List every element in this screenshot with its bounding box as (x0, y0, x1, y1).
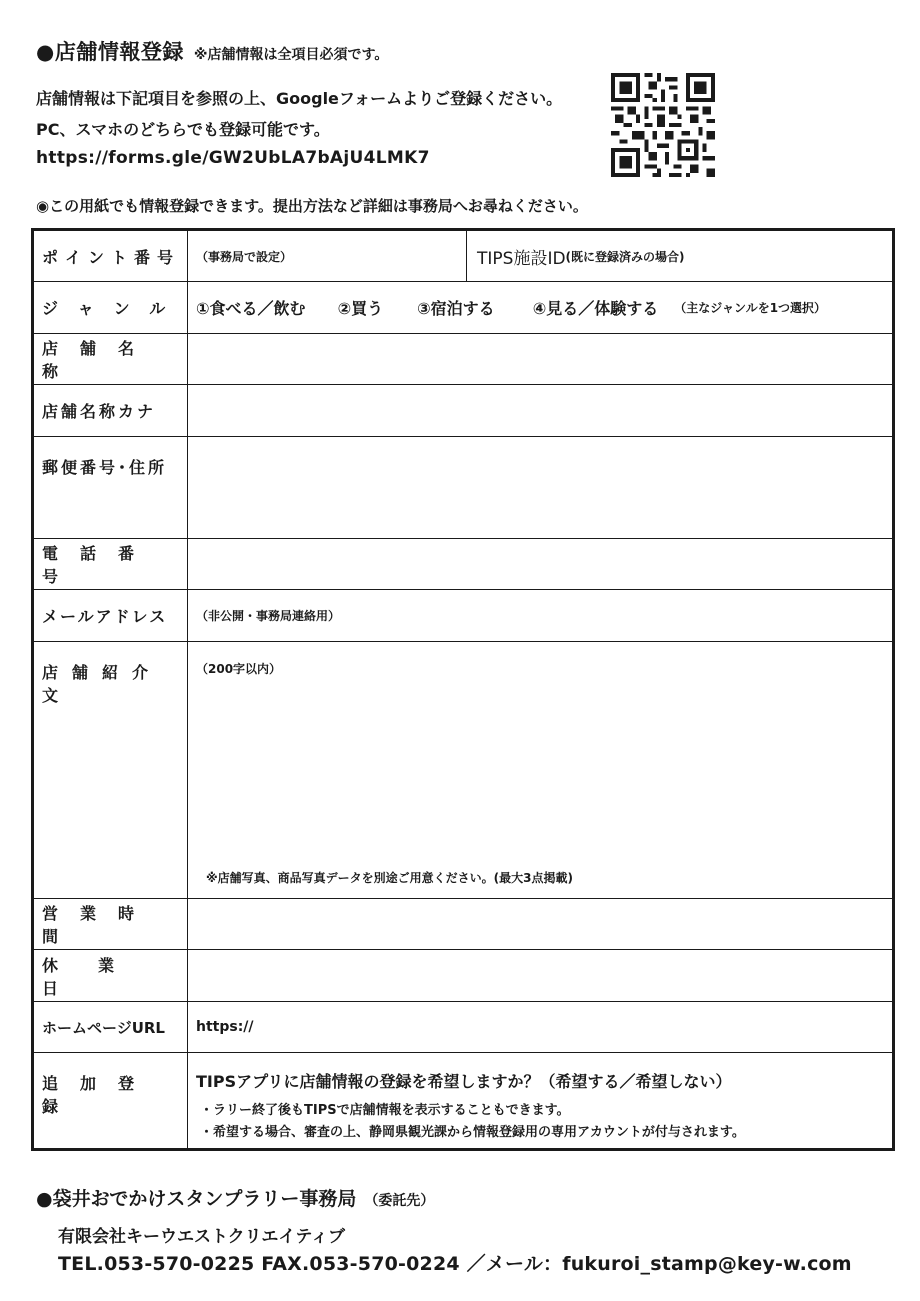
store-name-label: 店舗名称 (42, 339, 157, 381)
email-hint: （非公開・事務局連絡用） (196, 609, 341, 623)
store-name-field[interactable] (196, 334, 884, 384)
company-name: 有限会社キーウエストクリエイティブ (58, 1227, 345, 1247)
form-row-closed-days (34, 949, 892, 1001)
field-label (34, 437, 188, 538)
intro-text-field[interactable] (196, 642, 884, 898)
form-row-store-name (34, 333, 892, 384)
hours-field[interactable] (196, 899, 884, 949)
intro-text-photo-note: ※店舗写真、商品写真データを別途ご用意ください。(最大3点掲載) (206, 871, 573, 885)
form-row-phone (34, 538, 892, 589)
contact-info: TEL.053-570-0225 FAX.053-570-0224 ／メール：fukuroi_stamp@key-w.com (58, 1253, 852, 1275)
phone-label: 電話番号 (42, 544, 157, 586)
genre-option-see[interactable]: ④見る／体験する (532, 299, 659, 318)
intro-text-label: 店舗紹介文 (42, 663, 163, 705)
closed-days-label: 休業日 (42, 955, 155, 998)
qr-code-icon[interactable] (611, 73, 715, 177)
registration-form-table (31, 228, 895, 1151)
form-url-link[interactable]: https://forms.gle/GW2UbLA7bAjU4LMK7 (36, 148, 430, 168)
additional-note-1: ・ラリー終了後もTIPSで店舗情報を表示することもできます。 (200, 1103, 570, 1118)
form-row-hours (34, 898, 892, 949)
address-field[interactable] (196, 437, 884, 538)
closed-days-field[interactable] (196, 950, 884, 1001)
form-row-store-name-kana (34, 384, 892, 436)
field-label (34, 642, 188, 898)
additional-note-2: ・希望する場合、審査の上、静岡県観光課から情報登録用の専用アカウントが付与されます。 (200, 1125, 745, 1140)
homepage-value: https:// (196, 1019, 254, 1035)
field-label (34, 1053, 188, 1148)
tips-id-label: TIPS施設ID (477, 248, 566, 269)
genre-option-eat[interactable]: ①食べる／飲む (196, 299, 306, 318)
field-label (34, 1002, 188, 1052)
field-label (34, 231, 188, 281)
field-label (34, 590, 188, 641)
office-name: ●袋井おでかけスタンプラリー事務局 (36, 1188, 357, 1210)
intro-text-hint: （200字以内） (196, 662, 282, 676)
additional-question: TIPSアプリに店舗情報の登録を希望しますか？（希望する／希望しない） (196, 1072, 732, 1091)
tips-id-hint: (既に登録済みの場合) (565, 249, 685, 264)
section-title (36, 36, 388, 66)
genre-label: ジャンル (42, 299, 186, 318)
additional-field[interactable] (196, 1053, 884, 1148)
form-row-intro-text (34, 641, 892, 898)
field-label (34, 282, 188, 333)
store-name-kana-field[interactable] (196, 385, 884, 436)
field-label (34, 539, 188, 589)
intro-line-2: PC、スマホのどちらでも登録可能です。 (36, 120, 330, 139)
email-label: メールアドレス (42, 607, 168, 626)
field-label (34, 385, 188, 436)
field-label (34, 950, 188, 1001)
genre-options (196, 282, 884, 333)
office-note: （委託先） (364, 1193, 435, 1209)
genre-option-stay[interactable]: ③宿泊する (417, 299, 495, 318)
form-row-homepage (34, 1001, 892, 1052)
field-label (34, 899, 188, 949)
hours-label: 営業時間 (42, 904, 157, 946)
office-title (36, 1184, 434, 1211)
required-note: ※店舗情報は全項目必須です。 (193, 47, 389, 63)
form-row-additional (34, 1052, 892, 1148)
form-row-email (34, 589, 892, 641)
homepage-field[interactable] (196, 1002, 884, 1052)
address-label: 郵便番号･住所 (42, 458, 168, 477)
store-name-kana-label: 店舗名称カナ (42, 402, 157, 421)
form-row-address (34, 436, 892, 538)
field-label (34, 334, 188, 384)
tips-id-field[interactable] (466, 231, 685, 281)
phone-field[interactable] (196, 539, 884, 589)
point-number-label: ポイント番号 (42, 247, 181, 267)
form-row-genre (34, 281, 892, 333)
email-field[interactable] (196, 590, 884, 641)
intro-line-1: 店舗情報は下記項目を参照の上、Googleフォームよりご登録ください。 (36, 89, 563, 108)
genre-option-buy[interactable]: ②買う (337, 299, 384, 318)
additional-label: 追加登録 (42, 1074, 157, 1116)
form-row-point-number (34, 231, 892, 281)
paper-submission-note: ◉この用紙でも情報登録できます。提出方法など詳細は事務局へお尋ねください。 (36, 197, 588, 215)
genre-hint: （主なジャンルを1つ選択） (674, 301, 827, 315)
homepage-label: ホームページURL (42, 1018, 165, 1037)
point-number-hint: （事務局で設定） (196, 249, 293, 264)
section-title-text: ●店舗情報登録 (36, 40, 184, 64)
